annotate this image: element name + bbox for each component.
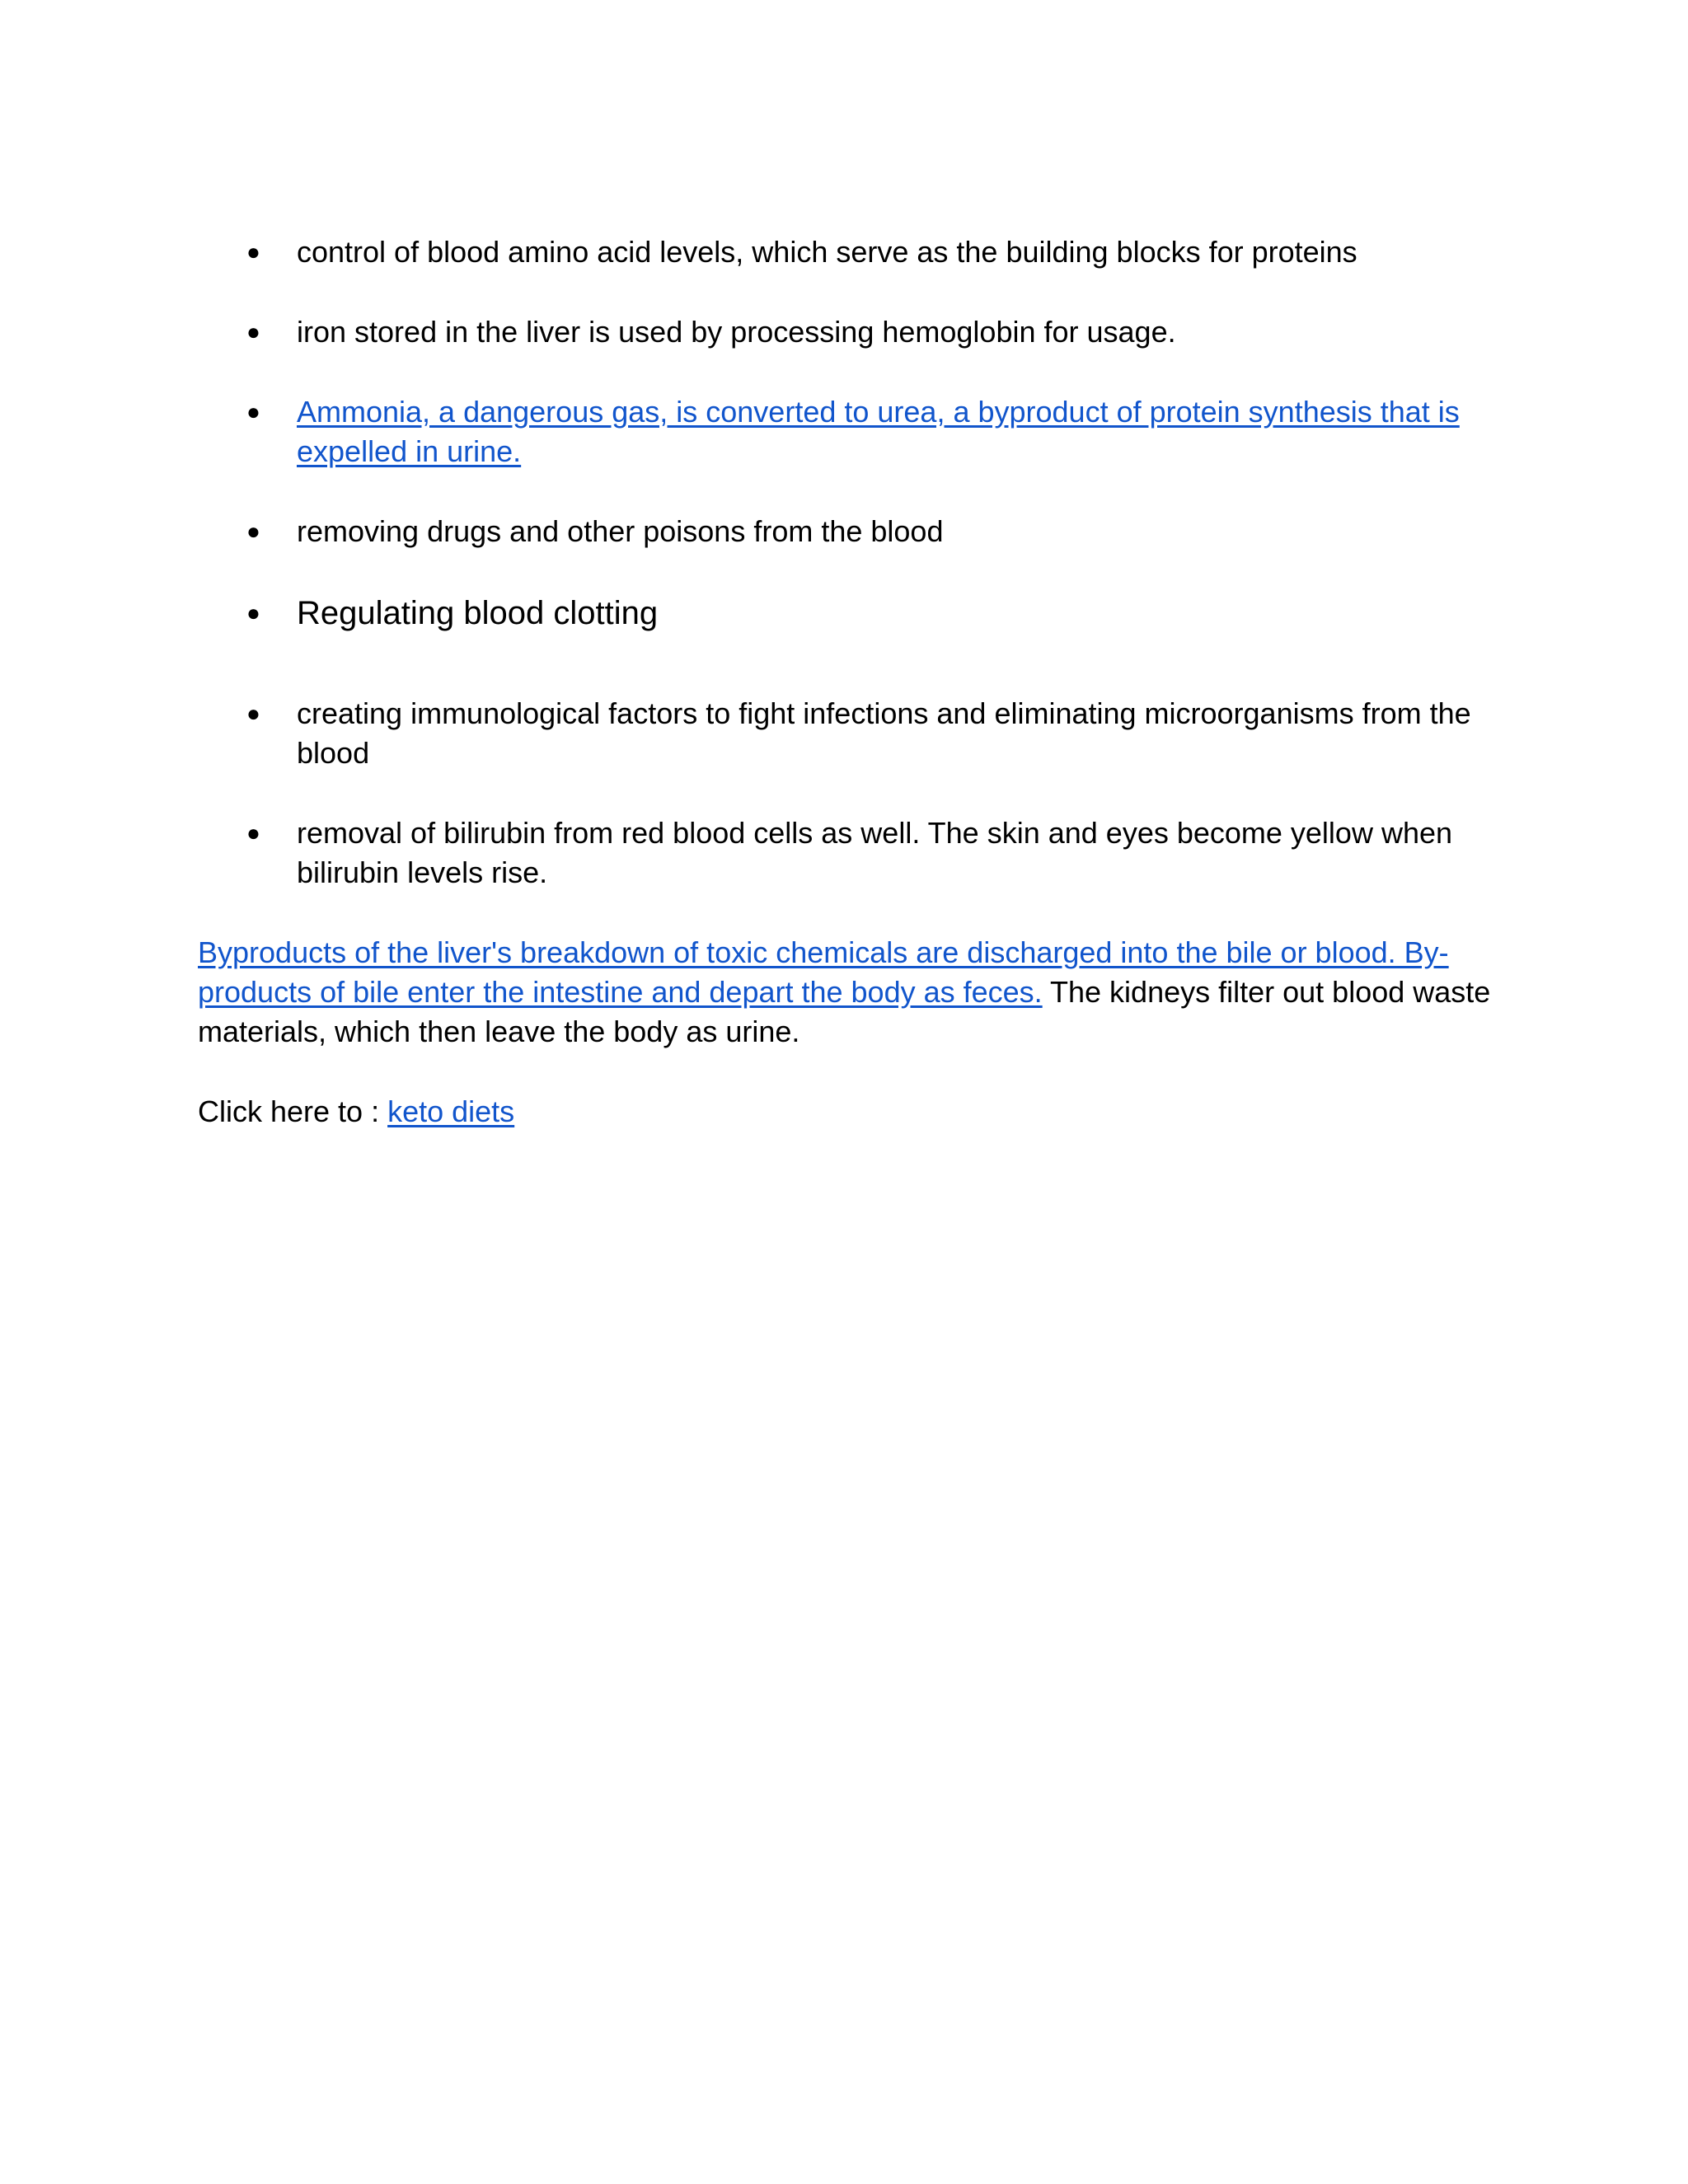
- list-item: [198, 592, 1500, 635]
- list-item: [198, 813, 1500, 893]
- bullet-icon: ●: [246, 399, 260, 424]
- cta-prefix: Click here to :: [198, 1094, 388, 1128]
- list-item-text: control of blood amino acid levels, which serve as the building blocks for proteins: [297, 235, 1357, 269]
- list-item: [198, 232, 1500, 272]
- bullet-icon: ●: [246, 820, 260, 846]
- list-item-text: iron stored in the liver is used by processing hemoglobin for usage.: [297, 315, 1176, 349]
- bullet-icon: ●: [246, 701, 260, 726]
- function-list: [198, 232, 1500, 893]
- paragraph-text: The kidneys filter out blood waste materials, which then leave the body as urine.: [198, 975, 1491, 1048]
- ammonia-link[interactable]: Ammonia, a dangerous gas, is converted to urea, a byproduct of protein synthesis that is expelled in urine.: [297, 395, 1460, 468]
- bullet-icon: ●: [246, 319, 260, 344]
- list-item: [198, 512, 1500, 551]
- list-item: [198, 312, 1500, 352]
- bullet-icon: ●: [246, 239, 260, 265]
- list-item-text: removing drugs and other poisons from the blood: [297, 514, 944, 548]
- list-item-text: Regulating blood clotting: [297, 595, 659, 631]
- keto-diets-link[interactable]: keto diets: [387, 1094, 515, 1128]
- list-item-text: creating immunological factors to fight infections and eliminating microorganisms from the blood: [297, 696, 1471, 770]
- byproducts-paragraph: [198, 933, 1500, 1052]
- document-content: [198, 232, 1500, 1172]
- cta-line: [198, 1092, 1500, 1132]
- list-item: [198, 694, 1500, 773]
- list-item-text: removal of bilirubin from red blood cells as well. The skin and eyes become yellow when bilirubin levels rise.: [297, 816, 1453, 889]
- list-item: [198, 392, 1500, 471]
- bullet-icon: ●: [246, 600, 260, 626]
- byproducts-link[interactable]: Byproducts of the liver's breakdown of toxic chemicals are discharged into the bile or blood. By-products of bile enter the intestine and depart the body as feces.: [198, 935, 1449, 1009]
- bullet-icon: ●: [246, 518, 260, 544]
